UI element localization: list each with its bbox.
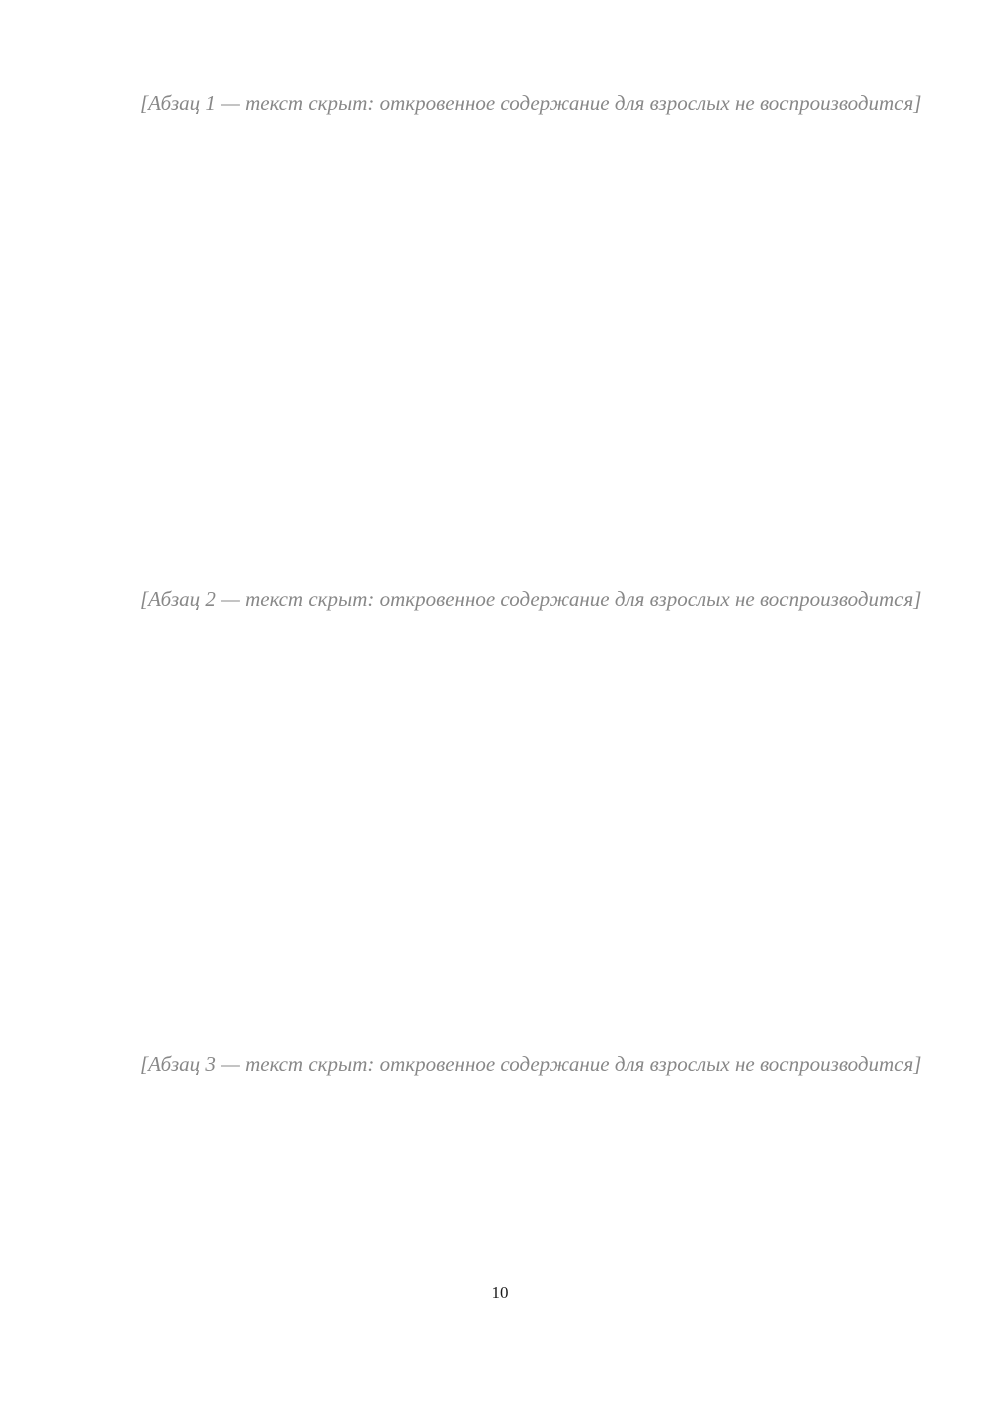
- body-paragraph: [Абзац 2 — текст скрыт: откровенное содержание для взрослых не воспроизводится]: [140, 587, 922, 611]
- page-number: 10: [491, 1283, 509, 1302]
- body-paragraph: [Абзац 3 — текст скрыт: откровенное содержание для взрослых не воспроизводится]: [140, 1052, 922, 1076]
- body-paragraph: [Абзац 1 — текст скрыт: откровенное содержание для взрослых не воспроизводится]: [140, 91, 922, 115]
- page-footer: [0, 1283, 1000, 1303]
- text-block: [140, 88, 932, 1235]
